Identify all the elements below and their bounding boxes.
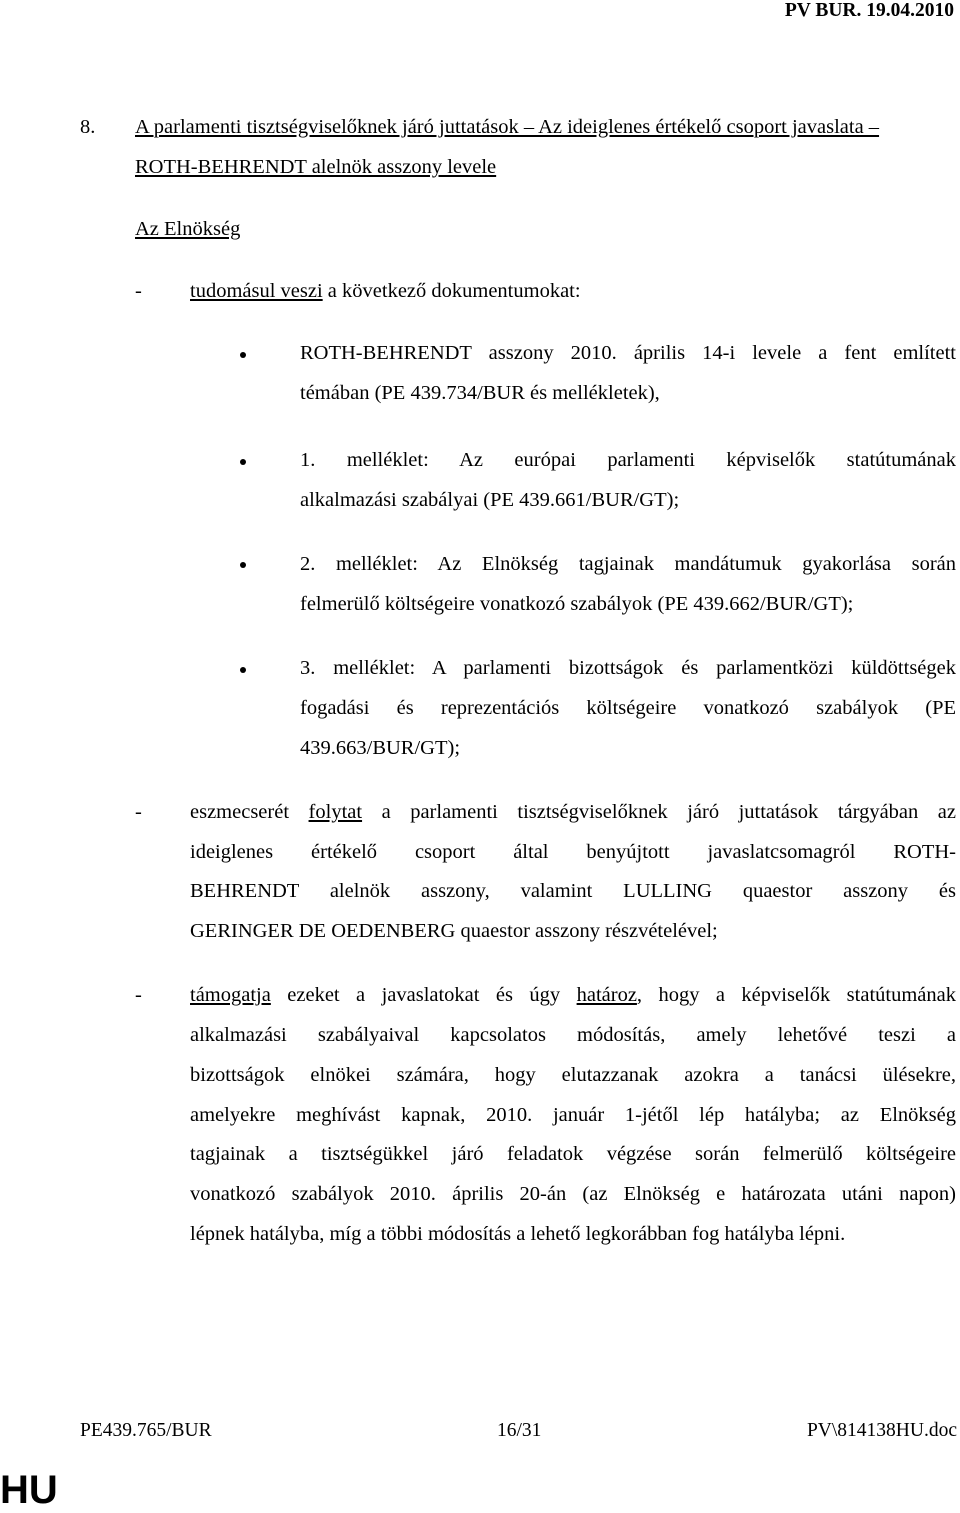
bullet-icon <box>240 562 246 568</box>
document-line: 2. melléklet: Az Elnökség tagjainak mandátumuk gyakorlása során <box>300 553 956 575</box>
dash3-line-1 <box>190 984 956 1007</box>
bullet-icon <box>240 352 246 358</box>
item-number: 8. <box>80 116 96 138</box>
footer-doc-ref: PE439.765/BUR <box>80 1420 212 1441</box>
document-line: fogadási és reprezentációs költségeire vonatkozó szabályok (PE <box>300 697 956 719</box>
dash1-verb: tudomásul veszi <box>190 280 323 302</box>
dash3-line-6: vonatkozó szabályok 2010. április 20-án (az Elnökség e határozata utáni napon) <box>190 1183 956 1205</box>
dash3-line-4: amelyekre meghívást kapnak, 2010. január 1-jétől lép hatályba; az Elnökség <box>190 1104 956 1126</box>
dash3-line-7: lépnek hatályba, míg a többi módosítás a lehető legkorábban fog hatályba lépni. <box>190 1223 846 1245</box>
footer-filename: PV\814138HU.doc <box>806 1420 957 1441</box>
dash3-line-3: bizottságok elnökei számára, hogy elutazzanak azokra a tanácsi ülésekre, <box>190 1064 956 1086</box>
footer-page-number: 16/31 <box>497 1420 542 1441</box>
body-label: Az Elnökség <box>135 218 241 240</box>
dash-marker: - <box>135 280 142 302</box>
bullet-icon <box>240 667 246 673</box>
dash2-line-1 <box>190 801 956 824</box>
dash3-line-2: alkalmazási szabályaival kapcsolatos módosítás, amely lehetővé teszi a <box>190 1024 956 1046</box>
document-line: témában (PE 439.734/BUR és mellékletek), <box>300 382 660 404</box>
item-title-line-1: A parlamenti tisztségviselőknek járó juttatások – Az ideiglenes értékelő csoport javaslata – <box>135 116 880 138</box>
dash2-text: eszmecserét <box>190 801 309 823</box>
dash3-text: ezeket a javaslatokat és úgy <box>270 984 577 1006</box>
document-line: ROTH-BEHRENDT asszony 2010. április 14-i levele a fent említett <box>300 342 956 364</box>
dash2-text: a parlamenti tisztségviselőknek járó juttatások tárgyában az <box>362 801 956 823</box>
document-line: 1. melléklet: Az európai parlamenti képviselők statútumának <box>300 449 956 471</box>
dash-marker: - <box>135 801 142 823</box>
language-code: HU <box>0 1468 58 1512</box>
dash2-line-4: GERINGER DE OEDENBERG quaestor asszony részvételével; <box>190 920 718 942</box>
document-line: 3. melléklet: A parlamenti bizottságok és parlamentközi küldöttségek <box>300 657 956 679</box>
dash2-line-3: BEHRENDT alelnök asszony, valamint LULLING quaestor asszony és <box>190 880 956 902</box>
document-line: 439.663/BUR/GT); <box>300 737 461 759</box>
header-reference: PV BUR. 19.04.2010 <box>784 0 954 21</box>
dash3-text: , hogy a képviselők statútumának <box>636 984 956 1006</box>
dash3-verb: támogatja <box>190 984 271 1006</box>
dash2-line-2: ideiglenes értékelő csoport által benyújtott javaslatcsomagról ROTH- <box>190 841 956 863</box>
dash3-verb: határoz <box>576 984 637 1006</box>
item-title-line-2: ROTH-BEHRENDT alelnök asszony levele <box>135 156 497 178</box>
document-line: felmerülő költségeire vonatkozó szabályok (PE 439.662/BUR/GT); <box>300 593 854 615</box>
dash-marker: - <box>135 984 142 1006</box>
dash3-line-5: tagjainak a tisztségükkel járó feladatok végzése során felmerülő költségeire <box>190 1143 956 1165</box>
document-line: alkalmazási szabályai (PE 439.661/BUR/GT); <box>300 489 680 511</box>
bullet-icon <box>240 459 246 465</box>
dash1-text <box>190 280 581 303</box>
dash2-verb: folytat <box>308 801 363 823</box>
dash1-rest: a következő dokumentumokat: <box>322 280 581 302</box>
